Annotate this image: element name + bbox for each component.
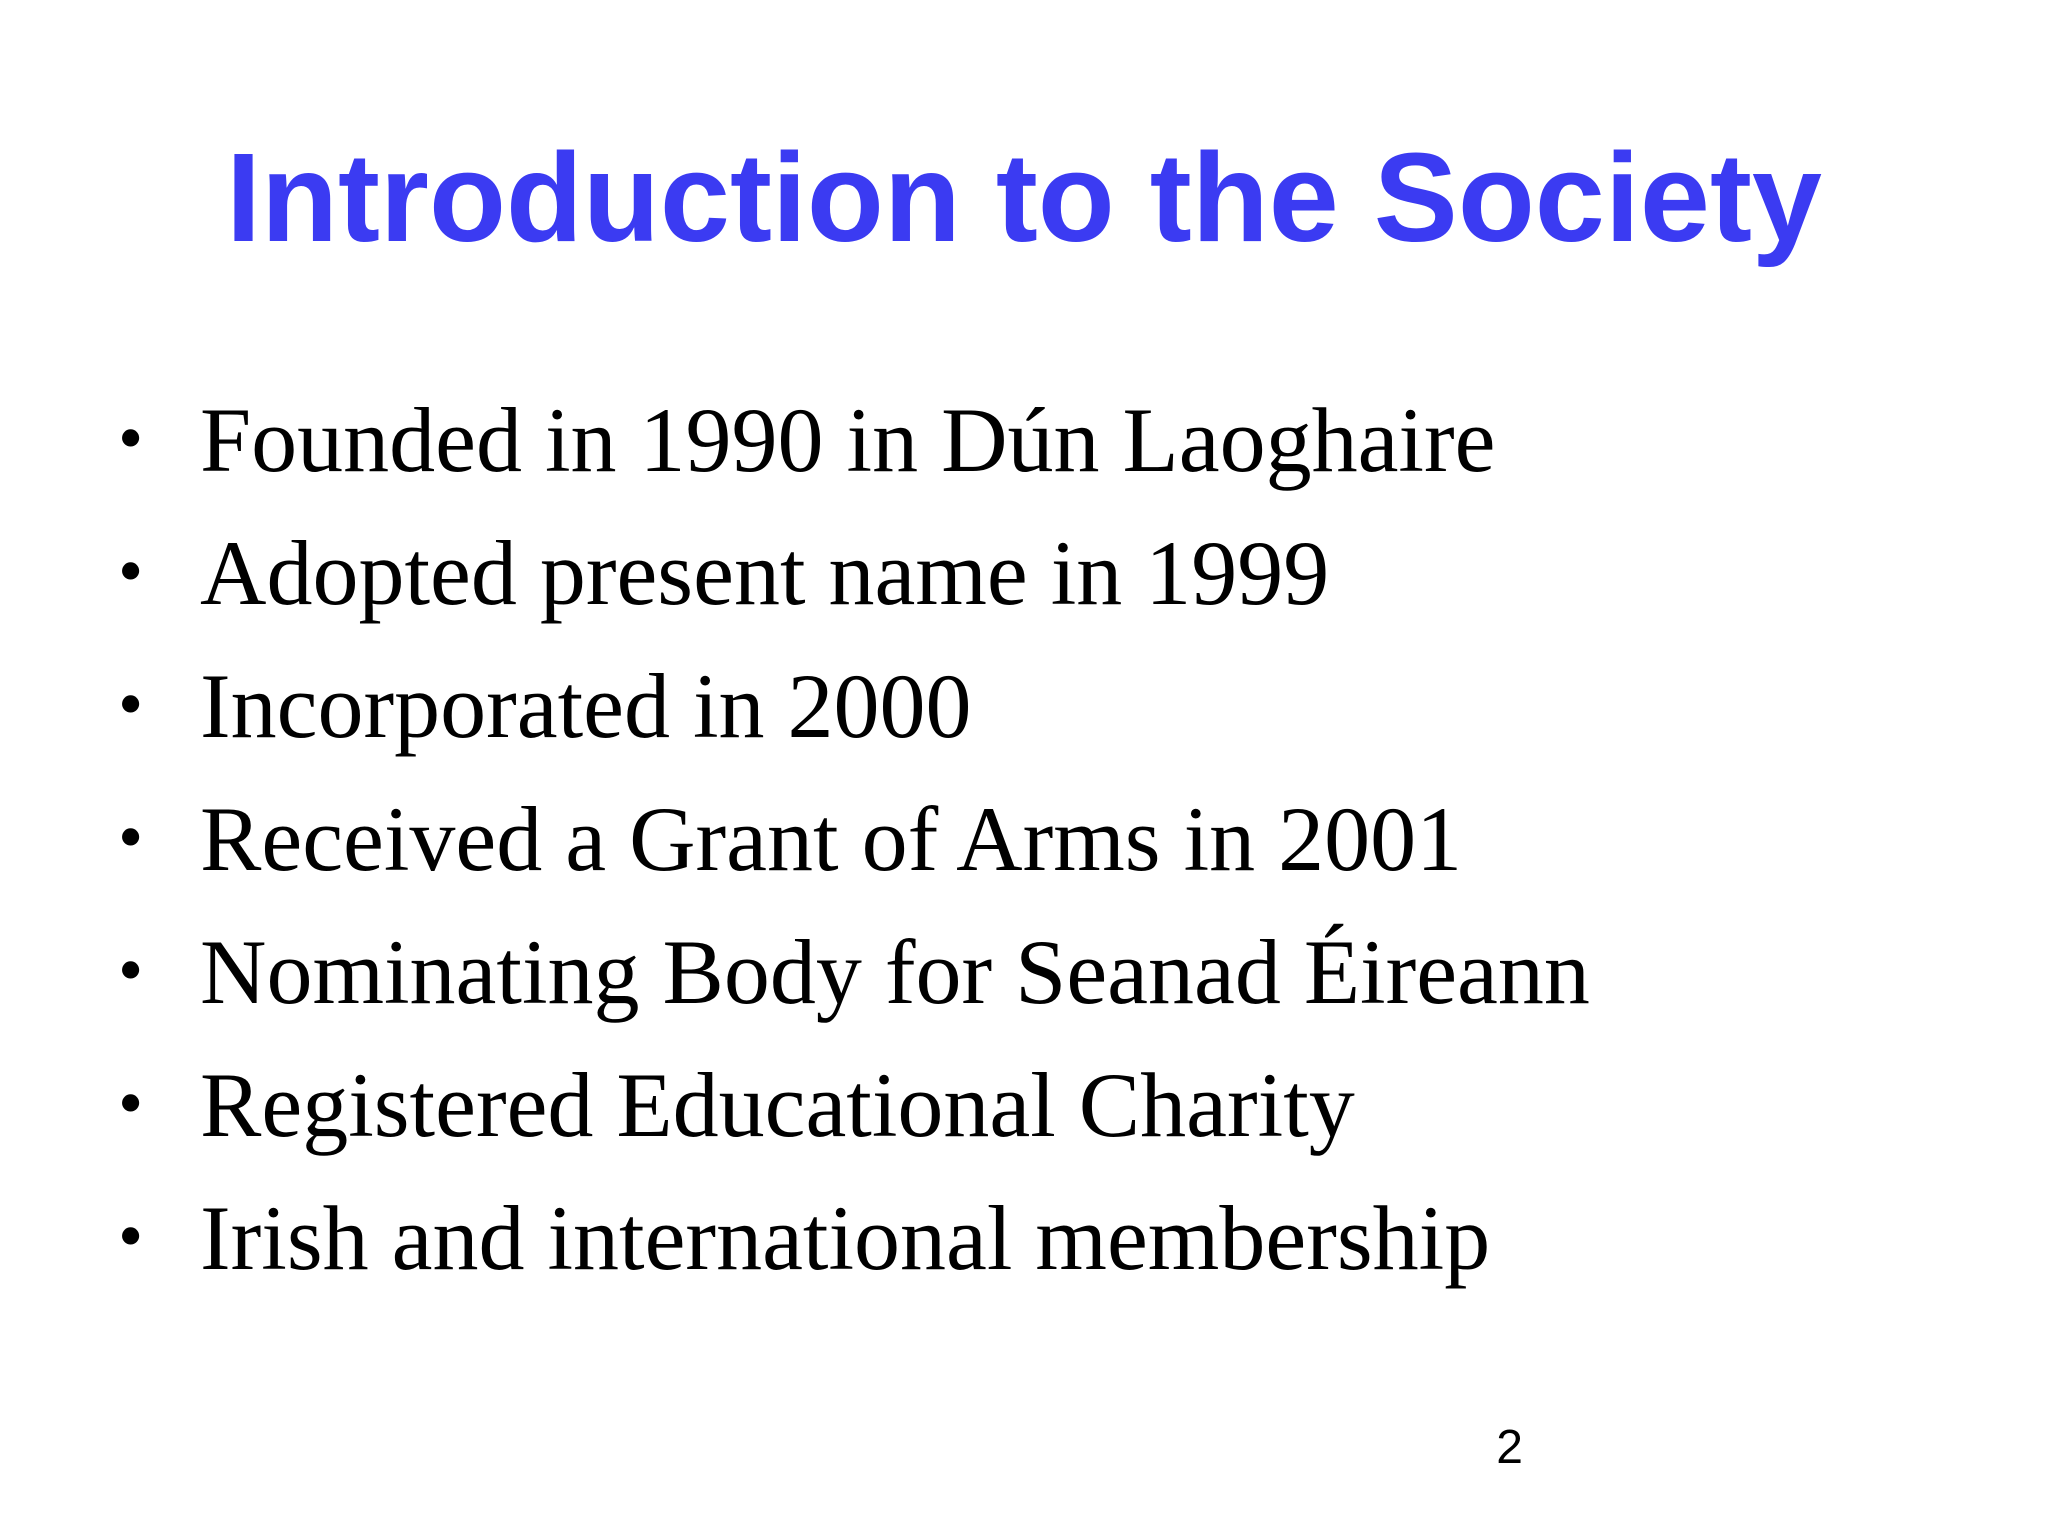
bullet-text: Adopted present name in 1999 xyxy=(200,522,1330,624)
bullet-text: Received a Grant of Arms in 2001 xyxy=(200,788,1463,890)
bullet-icon: • xyxy=(118,1196,144,1276)
bullet-icon: • xyxy=(118,797,144,877)
bullet-icon: • xyxy=(118,930,144,1010)
bullet-icon: • xyxy=(118,664,144,744)
bullet-text: Nominating Body for Seanad Éireann xyxy=(200,921,1590,1023)
bullet-icon: • xyxy=(118,398,144,478)
bullet-text: Founded in 1990 in Dún Laoghaire xyxy=(200,389,1496,491)
bullet-text: Irish and international membership xyxy=(200,1187,1491,1289)
page-number: 2 xyxy=(1496,1421,1523,1474)
bullet-text: Registered Educational Charity xyxy=(200,1054,1355,1156)
bullet-text: Incorporated in 2000 xyxy=(200,655,972,757)
bullet-icon: • xyxy=(118,1063,144,1143)
bullet-icon: • xyxy=(118,531,144,611)
slide-title: Introduction to the Society xyxy=(226,127,1822,268)
